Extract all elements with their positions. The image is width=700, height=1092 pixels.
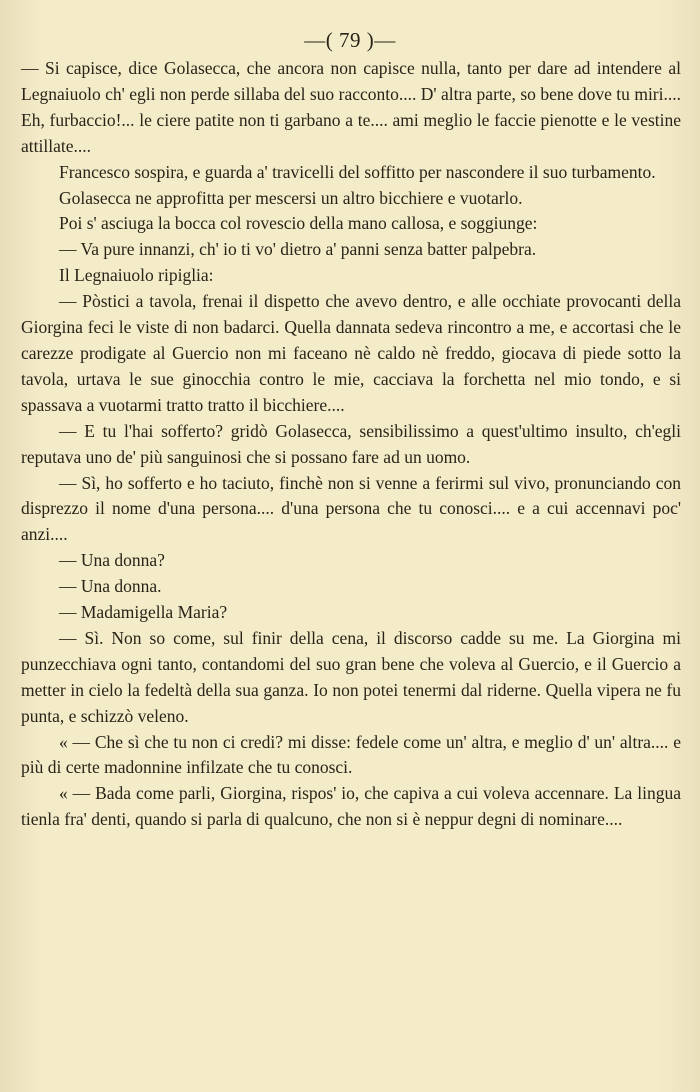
- paragraph: — Madamigella Maria?: [59, 602, 228, 623]
- paragraph: « — Che sì che tu non ci credi? mi disse: fedele come un' altra, e meglio d' un' altra.... e più di certe madonnine infilzate che tu conosci.: [21, 731, 681, 778]
- paragraph: « — Bada come parli, Giorgina, rispos' io, che capiva a cui voleva accennare. La lingua tienla fra' denti, quando si parla di qualcuno, che non si è neppur degni di nominare....: [21, 783, 681, 830]
- paragraph: — Si capisce, dice Golasecca, che ancora non capisce nulla, tanto per dare ad intendere al Legnaiuolo ch' egli non perde sillaba del suo racconto.... D' altra parte, so bene dove tu miri.... Eh, furbaccio!... le ciere patite non ti garbano a te.... ami meglio le faccie pienotte e le vestine attillate....: [21, 58, 681, 156]
- paragraph: Golasecca ne approfitta per mescersi un altro bicchiere e vuotarlo.: [59, 187, 523, 208]
- paragraph: — Una donna.: [59, 576, 162, 597]
- paragraph: Il Legnaiuolo ripiglia:: [59, 265, 214, 286]
- body-text: [21, 56, 681, 833]
- page-number: —( 79 )—: [304, 28, 396, 52]
- paragraph: Francesco sospira, e guarda a' travicelli del soffitto per nascondere il suo turbamento.: [59, 161, 656, 182]
- paragraph: — Va pure innanzi, ch' io ti vo' dietro a' panni senza batter palpebra.: [59, 239, 537, 260]
- paragraph: — Pòstici a tavola, frenai il dispetto che avevo dentro, e alle occhiate provocanti della Giorgina feci le viste di non badarci. Quella dannata sedeva rincontro a me, e accortasi che le carezze prodigate al Guercio non mi faceano nè caldo nè freddo, giocava di piede sotto la tavola, urtava le sue ginocchia contro le mie, cacciava la forchetta nel mio tondo, e si spassava a vuotarmi tratto tratto il bicchiere....: [21, 291, 681, 415]
- paragraph: — Sì. Non so come, sul finir della cena, il discorso cadde su me. La Giorgina mi punzecchiava ogni tanto, contandomi del suo gran bene che voleva al Guercio, e il Guercio a metter in cielo la fedeltà della sua ganza. Io non potei tenermi dal riderne. Quella vipera ne fu punta, e schizzò veleno.: [21, 627, 681, 726]
- paragraph: Poi s' asciuga la bocca col rovescio della mano callosa, e soggiunge:: [59, 213, 538, 234]
- paragraph: — Sì, ho sofferto e ho taciuto, finchè non si venne a ferirmi sul vivo, pronunciando con disprezzo il nome d'una persona.... d'una persona che tu conosci.... e a cui accennavi poc' anzi....: [21, 472, 681, 545]
- paragraph: — Una donna?: [59, 550, 165, 571]
- paragraph: — E tu l'hai sofferto? gridò Golasecca, sensibilissimo a quest'ultimo insulto, ch'egli reputava uno de' più sanguinosi che si possano fare ad un uomo.: [21, 420, 681, 467]
